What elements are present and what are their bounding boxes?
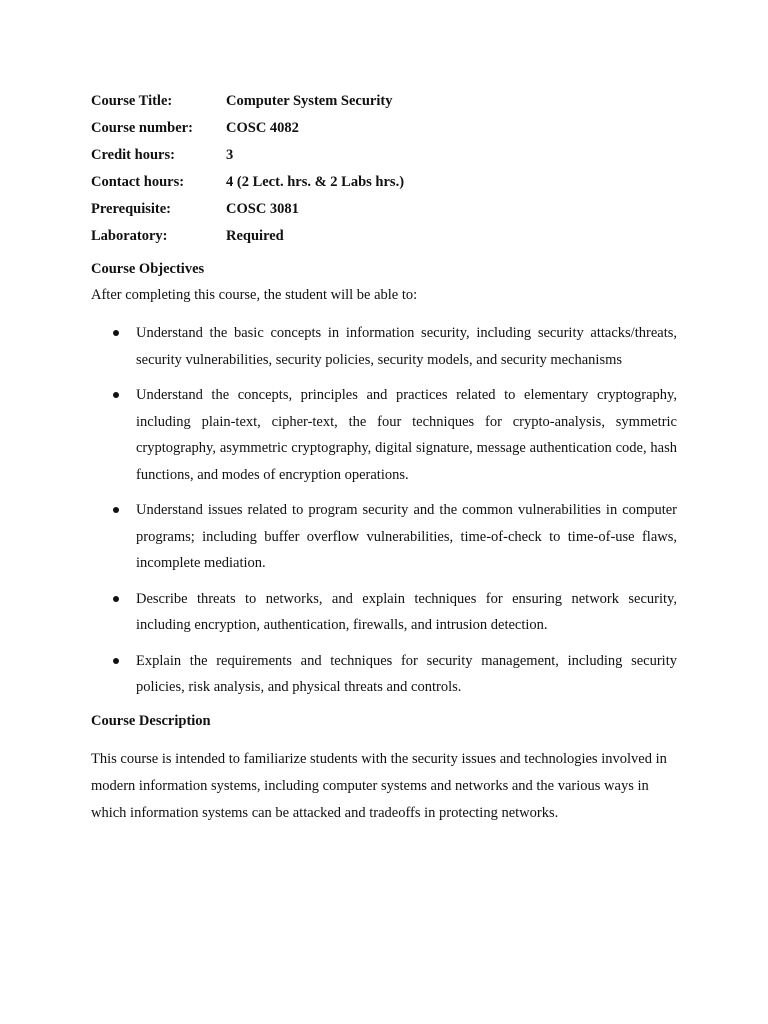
list-item-text: Understand the basic concepts in information security, including security attacks/threats, security vulnerabilities, security policies, security models, and security mechanisms — [136, 325, 677, 368]
bullet-icon — [113, 392, 119, 398]
course-number-label: Course number: — [91, 120, 193, 136]
list-item — [91, 320, 677, 373]
prerequisite-label: Prerequisite: — [91, 201, 171, 217]
list-item — [91, 648, 677, 701]
contact-hours-label: Contact hours: — [91, 174, 185, 190]
list-item — [91, 497, 677, 577]
prerequisite-value: COSC 3081 — [226, 201, 299, 217]
course-info-table — [91, 90, 677, 252]
bullet-icon — [113, 330, 119, 336]
bullet-icon — [113, 507, 119, 513]
laboratory-value: Required — [226, 228, 284, 244]
credit-hours-value: 3 — [226, 147, 234, 163]
document-page — [91, 90, 677, 827]
credit-hours-row — [91, 144, 677, 171]
list-item-text: Describe threats to networks, and explain techniques for ensuring network security, including encryption, authentication, firewalls, and intrusion detection. — [136, 590, 677, 633]
contact-hours-value: 4 (2 Lect. hrs. & 2 Labs hrs.) — [226, 174, 405, 190]
objectives-intro: After completing this course, the student will be able to: — [91, 287, 418, 303]
laboratory-row — [91, 225, 677, 252]
course-title-value: Computer System Security — [226, 93, 393, 109]
course-number-value: COSC 4082 — [226, 120, 299, 136]
bullet-icon — [113, 596, 119, 602]
bullet-icon — [113, 658, 119, 664]
course-title-row — [91, 90, 677, 117]
contact-hours-row — [91, 171, 677, 198]
description-text: This course is intended to familiarize students with the security issues and technologies involved in modern information systems, including computer systems and networks and the various ways in which information systems can be attacked and tradeoffs in protecting networks. — [91, 750, 667, 821]
list-item-text: Explain the requirements and techniques for security management, including security policies, risk analysis, and physical threats and controls. — [136, 652, 677, 695]
credit-hours-label: Credit hours: — [91, 147, 175, 163]
list-item-text: Understand the concepts, principles and practices related to elementary cryptography, including plain-text, cipher-text, the four techniques for crypto-analysis, symmetric cryptography, asymmetric cryptography, digital signature, message authentication code, hash functions, and modes of encryption operations. — [136, 387, 677, 483]
list-item-text: Understand issues related to program security and the common vulnerabilities in computer programs; including buffer overflow vulnerabilities, time-of-check to time-of-use flaws, incomplete mediation. — [136, 502, 677, 571]
course-title-label: Course Title: — [91, 93, 173, 109]
list-item — [91, 382, 677, 488]
prerequisite-row — [91, 198, 677, 225]
laboratory-label: Laboratory: — [91, 228, 168, 244]
objectives-heading: Course Objectives — [91, 261, 205, 277]
description-heading: Course Description — [91, 712, 211, 729]
objectives-list — [91, 320, 677, 701]
list-item — [91, 586, 677, 639]
course-number-row — [91, 117, 677, 144]
